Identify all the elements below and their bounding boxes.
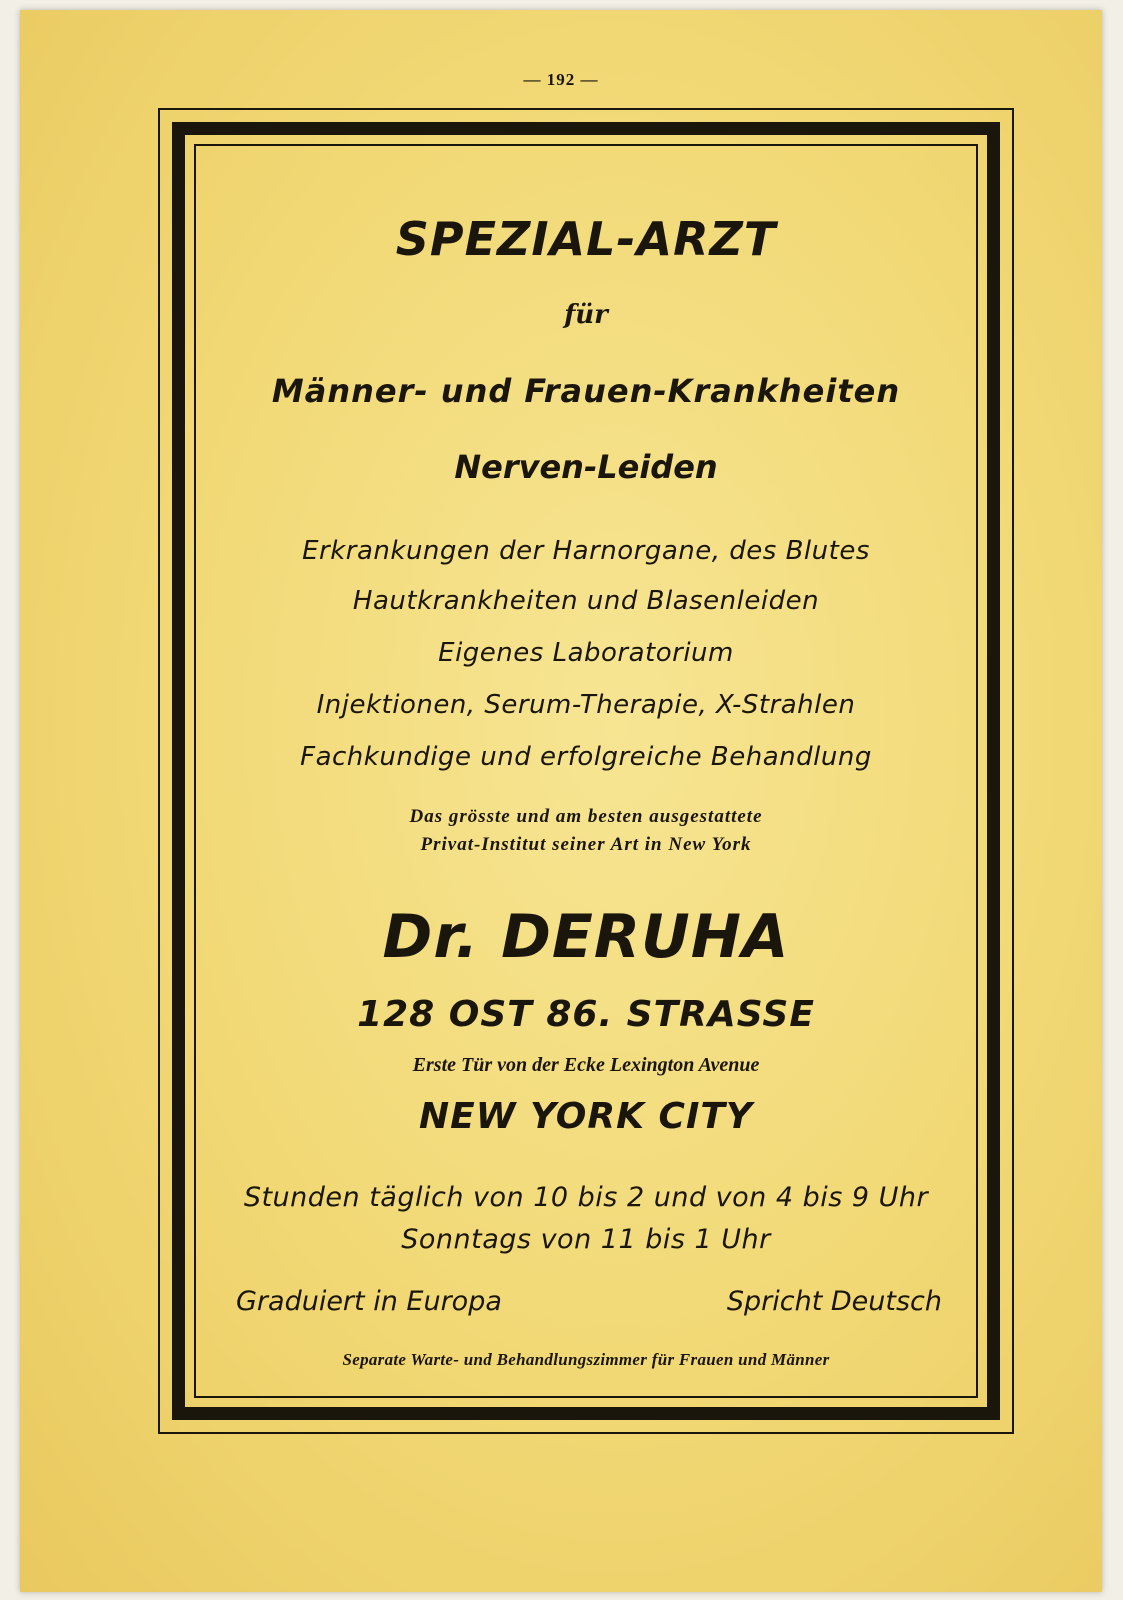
service-line: Fachkundige und erfolgreiche Behandlung bbox=[300, 742, 872, 772]
institute-line: Das grösste und am besten ausgestattete bbox=[409, 806, 763, 827]
address-note: Erste Tür von der Ecke Lexington Avenue bbox=[412, 1054, 760, 1076]
specialty-line-1: Männer- und Frauen-Krankheiten bbox=[271, 372, 901, 410]
hours-line: Sonntags von 11 bis 1 Uhr bbox=[401, 1224, 771, 1255]
service-line: Injektionen, Serum-Therapie, X-Strahlen bbox=[316, 690, 856, 720]
ad-title: SPEZIAL-ARZT bbox=[395, 212, 777, 266]
service-line: Eigenes Laboratorium bbox=[438, 638, 734, 668]
advertisement bbox=[200, 150, 972, 1392]
city-name: NEW YORK CITY bbox=[419, 1096, 753, 1137]
doctor-name: Dr. DERUHA bbox=[382, 902, 790, 972]
document-page bbox=[20, 10, 1102, 1592]
page-number: — 192 — bbox=[523, 70, 599, 89]
institute-line: Privat-Institut seiner Art in New York bbox=[420, 834, 752, 855]
hours-line: Stunden täglich von 10 bis 2 und von 4 bis 9 Uhr bbox=[243, 1182, 929, 1213]
language-note: Spricht Deutsch bbox=[726, 1286, 942, 1317]
service-line: Erkrankungen der Harnorgane, des Blutes bbox=[302, 536, 870, 566]
specialty-line-2: Nerven-Leiden bbox=[454, 448, 718, 486]
graduated-note: Graduiert in Europa bbox=[236, 1286, 502, 1317]
street-address: 128 OST 86. STRASSE bbox=[357, 994, 815, 1035]
service-line: Hautkrankheiten und Blasenleiden bbox=[352, 586, 820, 616]
ad-fuer: für bbox=[564, 300, 608, 330]
separate-rooms-note: Separate Warte- und Behandlungszimmer für Frauen und Männer bbox=[342, 1350, 830, 1369]
